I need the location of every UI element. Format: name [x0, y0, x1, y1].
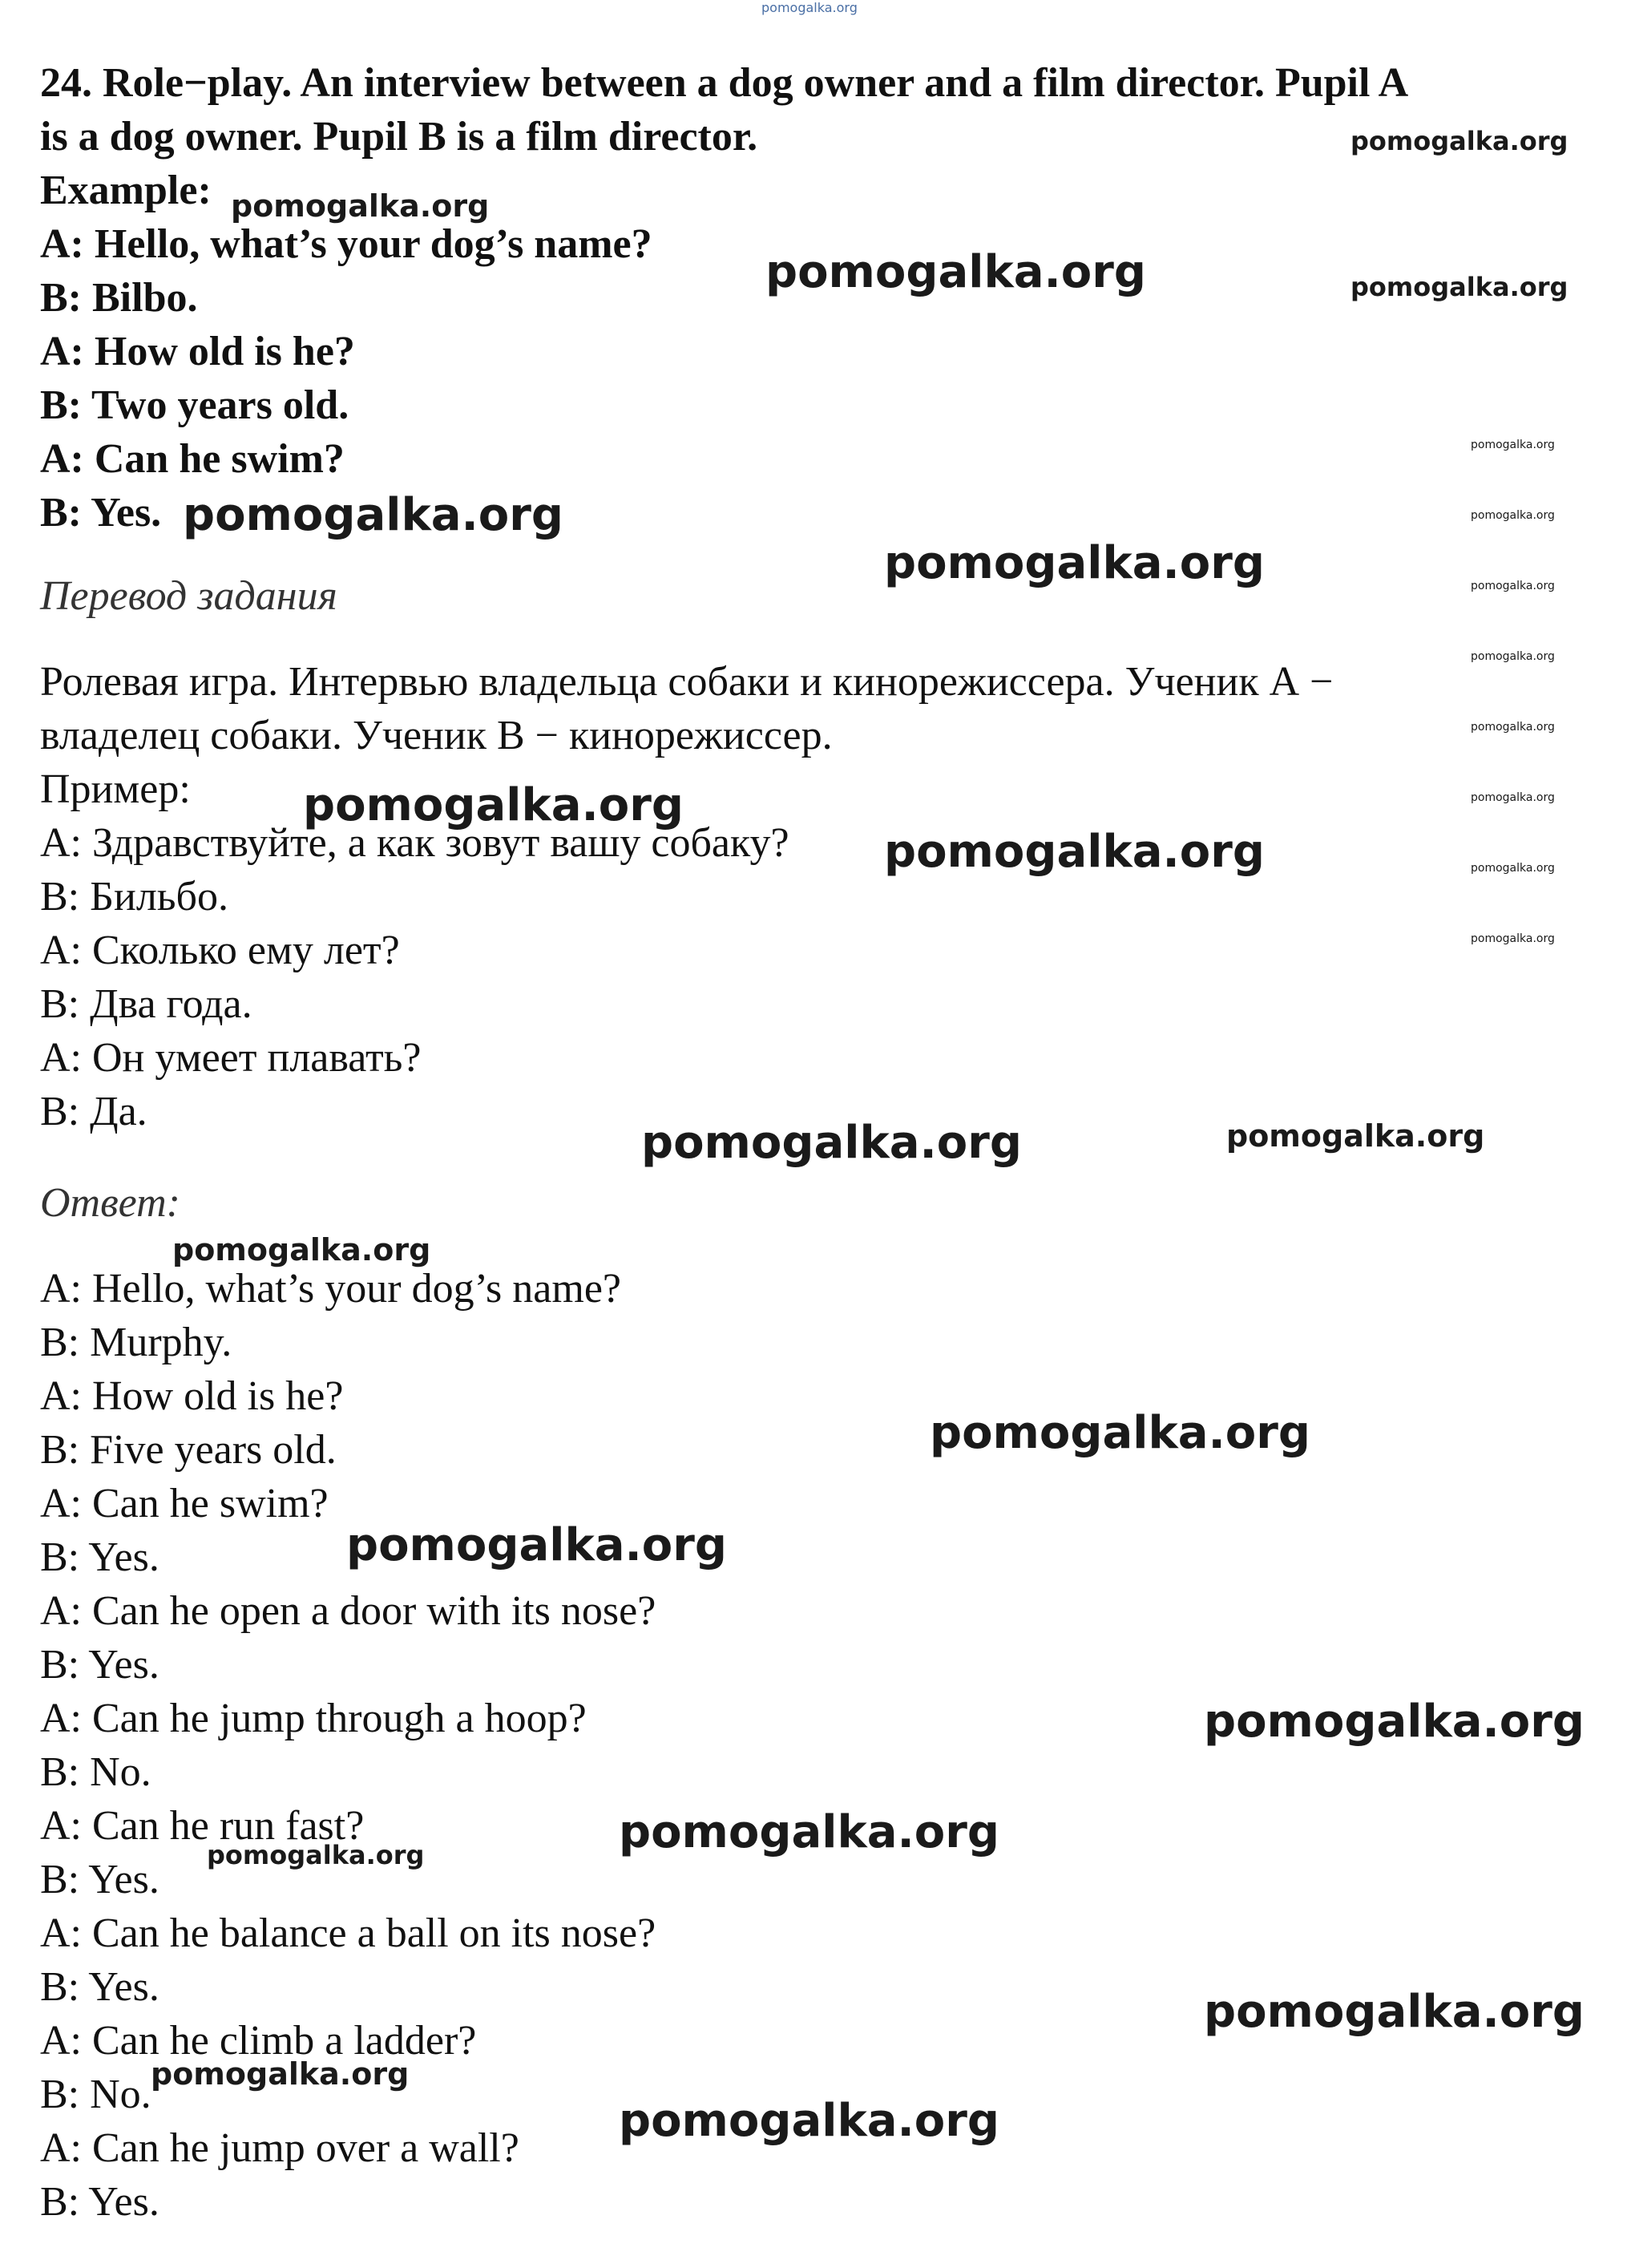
translation-example-line: A: Он умеет плавать? — [40, 1035, 422, 1081]
watermark: pomogalka.org — [172, 1232, 431, 1267]
watermark: pomogalka.org — [1471, 791, 1555, 804]
watermark: pomogalka.org — [183, 489, 563, 541]
answer-line: B: No. — [40, 1749, 151, 1795]
watermark: pomogalka.org — [761, 0, 858, 15]
watermark: pomogalka.org — [619, 2095, 999, 2147]
task-example-line: A: Hello, what’s your dog’s name? — [40, 221, 652, 267]
answer-line: B: Five years old. — [40, 1427, 337, 1473]
watermark: pomogalka.org — [1471, 721, 1555, 734]
translation-heading: Перевод задания — [40, 573, 337, 619]
answer-line: B: Yes. — [40, 1857, 159, 1902]
task-example-line: A: How old is he? — [40, 329, 355, 374]
task-example-line: A: Can he swim? — [40, 436, 345, 482]
watermark: pomogalka.org — [930, 1407, 1310, 1459]
translation-example-line: A: Сколько ему лет? — [40, 928, 400, 973]
task-example-line: B: Yes. — [40, 490, 162, 536]
answer-line: B: No. — [40, 2072, 151, 2117]
answer-line: A: Can he balance a ball on its nose? — [40, 1910, 656, 1956]
watermark: pomogalka.org — [303, 779, 684, 831]
translation-example-line: B: Бильбо. — [40, 874, 228, 920]
answer-line: A: Can he climb a ladder? — [40, 2018, 477, 2064]
translation-example-label: Пример: — [40, 766, 191, 812]
answer-line: A: Can he run fast? — [40, 1803, 365, 1849]
task-title-line-2: is a dog owner. Pupil B is a film director. — [40, 114, 758, 160]
watermark: pomogalka.org — [1471, 862, 1555, 875]
watermark: pomogalka.org — [884, 537, 1265, 589]
watermark: pomogalka.org — [346, 1519, 727, 1571]
task-example-line: B: Two years old. — [40, 382, 349, 428]
translation-example-line: B: Два года. — [40, 981, 252, 1027]
watermark: pomogalka.org — [765, 246, 1146, 298]
answer-line: A: Can he jump over a wall? — [40, 2125, 519, 2171]
watermark: pomogalka.org — [1471, 650, 1555, 663]
translation-example-line: B: Да. — [40, 1089, 147, 1134]
answer-line: B: Murphy. — [40, 1320, 232, 1365]
answer-line: B: Yes. — [40, 1642, 159, 1688]
translation-example-line: A: Здравствуйте, а как зовут вашу собаку? — [40, 820, 789, 866]
watermark: pomogalka.org — [1471, 580, 1555, 592]
watermark: pomogalka.org — [619, 1806, 999, 1858]
translation-line-1: Ролевая игра. Интервью владельца собаки и кинорежиссера. Ученик А − — [40, 659, 1334, 705]
watermark: pomogalka.org — [1204, 1986, 1585, 2038]
answer-line: A: Can he open a door with its nose? — [40, 1588, 656, 1634]
watermark: pomogalka.org — [207, 1840, 425, 1870]
watermark: pomogalka.org — [641, 1117, 1022, 1169]
translation-line-2: владелец собаки. Ученик В − кинорежиссер. — [40, 713, 833, 758]
watermark: pomogalka.org — [1226, 1118, 1485, 1154]
answer-line: A: Hello, what’s your dog’s name? — [40, 1266, 621, 1312]
watermark: pomogalka.org — [1471, 439, 1555, 451]
task-example-label: Example: — [40, 168, 212, 213]
answer-line: A: How old is he? — [40, 1373, 344, 1419]
watermark: pomogalka.org — [151, 2056, 410, 2092]
watermark: pomogalka.org — [884, 826, 1265, 878]
watermark: pomogalka.org — [231, 188, 490, 224]
watermark: pomogalka.org — [1350, 272, 1568, 302]
answer-line: B: Yes. — [40, 1534, 159, 1580]
answer-line: B: Yes. — [40, 2179, 159, 2225]
answer-line: A: Can he jump through a hoop? — [40, 1696, 587, 1741]
answer-heading: Ответ: — [40, 1180, 180, 1226]
watermark: pomogalka.org — [1204, 1696, 1585, 1748]
task-example-line: B: Bilbo. — [40, 275, 198, 321]
task-title-line-1: 24. Role−play. An interview between a dog owner and a film director. Pupil A — [40, 60, 1409, 106]
watermark: pomogalka.org — [1471, 509, 1555, 522]
watermark: pomogalka.org — [1471, 932, 1555, 945]
watermark: pomogalka.org — [1350, 126, 1568, 156]
answer-line: B: Yes. — [40, 1964, 159, 2010]
answer-line: A: Can he swim? — [40, 1481, 329, 1526]
